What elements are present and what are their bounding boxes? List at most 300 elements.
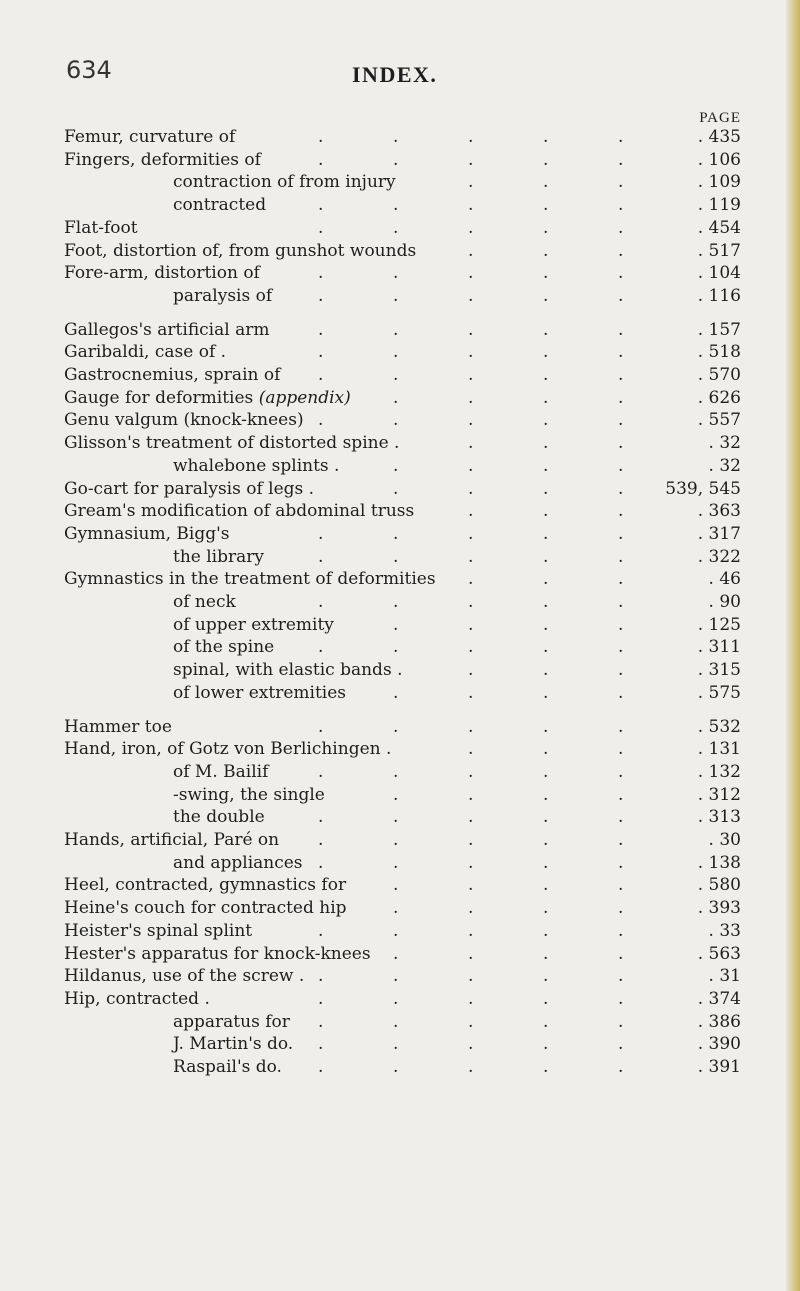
index-term [173, 636, 274, 659]
leader-dot: . [393, 149, 399, 170]
index-term [173, 761, 268, 784]
index-term [173, 546, 264, 569]
index-page-ref: . 116 [697, 285, 741, 306]
index-page-ref: . 386 [697, 1011, 741, 1032]
index-term [173, 614, 334, 637]
leader-dots [315, 988, 665, 1011]
leader-dot: . [543, 784, 549, 805]
leader-dot: . [393, 920, 399, 941]
index-entry [0, 432, 800, 455]
index-page-ref: . 517 [697, 240, 741, 261]
page-column-header: PAGE [699, 110, 741, 126]
leader-dot: . [468, 1034, 474, 1055]
leader-dot: . [468, 455, 474, 476]
index-entry [0, 364, 800, 387]
index-term [173, 194, 266, 217]
index-entry [0, 614, 800, 637]
index-page-ref: . 391 [697, 1057, 741, 1077]
leader-dots [315, 784, 665, 807]
leader-dot: . [618, 807, 624, 828]
leader-dots [315, 262, 665, 285]
leader-dot: . [543, 614, 549, 635]
index-term [64, 897, 347, 920]
leader-dots [315, 217, 665, 240]
leader-dot: . [543, 1034, 549, 1055]
index-entry [0, 897, 800, 920]
index-entry [0, 409, 800, 432]
leader-dot: . [543, 830, 549, 850]
leader-dot: . [618, 830, 624, 850]
leader-dot: . [618, 682, 624, 703]
index-term [173, 784, 325, 807]
leader-dot: . [468, 943, 474, 964]
index-page-ref: . 104 [697, 263, 741, 284]
leader-dot: . [318, 1057, 324, 1077]
leader-dots [315, 432, 665, 455]
index-term-text: Gallegos's artificial arm [64, 319, 270, 340]
leader-dot: . [543, 898, 549, 919]
index-term-text: paralysis of [173, 285, 273, 306]
index-term-text: whalebone splints . [173, 455, 340, 476]
leader-dot: . [618, 660, 624, 681]
leader-dot: . [393, 898, 399, 919]
leader-dot: . [543, 637, 549, 658]
leader-dot: . [618, 342, 624, 363]
leader-dot: . [393, 319, 399, 340]
index-entry [0, 500, 800, 523]
leader-dot: . [468, 501, 474, 522]
index-term [64, 364, 280, 387]
index-term-text: of lower extremities [173, 682, 347, 703]
leader-dot: . [543, 739, 549, 760]
leader-dot: . [618, 149, 624, 170]
leader-dot: . [618, 761, 624, 782]
leader-dot: . [618, 410, 624, 431]
index-term-text: Garibaldi, case of . [64, 342, 227, 363]
index-entry [0, 149, 800, 172]
leader-dot: . [543, 127, 549, 147]
leader-dot: . [543, 455, 549, 476]
index-page-ref: . 532 [697, 716, 741, 737]
leader-dots [315, 636, 665, 659]
index-term [64, 478, 314, 501]
leader-dots [315, 478, 665, 501]
index-entry [0, 591, 800, 614]
leader-dot: . [468, 830, 474, 850]
index-entry [0, 455, 800, 478]
leader-dots [315, 409, 665, 432]
leader-dot: . [468, 875, 474, 896]
index-page-ref: . 31 [708, 966, 741, 987]
leader-dot: . [393, 478, 399, 499]
index-term [173, 285, 272, 308]
leader-dot: . [318, 319, 324, 340]
index-term-text: and appliances [173, 852, 303, 873]
leader-dot: . [618, 285, 624, 306]
leader-dot: . [318, 592, 324, 612]
index-entry [0, 829, 800, 852]
leader-dot: . [618, 501, 624, 522]
leader-dot: . [318, 195, 324, 216]
leader-dot: . [543, 852, 549, 873]
leader-dot: . [618, 966, 624, 987]
leader-dot: . [468, 172, 474, 193]
leader-dots [315, 126, 665, 149]
index-term-text: apparatus for [173, 1011, 290, 1032]
leader-dot: . [318, 546, 324, 567]
leader-dot: . [543, 263, 549, 284]
leader-dot: . [318, 761, 324, 782]
leader-dots [315, 523, 665, 546]
leader-dot: . [468, 342, 474, 363]
leader-dot: . [618, 716, 624, 737]
index-entry [0, 568, 800, 591]
leader-dot: . [618, 614, 624, 635]
index-entry [0, 761, 800, 784]
leader-dot: . [468, 1057, 474, 1077]
index-term [64, 341, 226, 364]
leader-dot: . [468, 807, 474, 828]
leader-dot: . [618, 455, 624, 476]
leader-dot: . [543, 501, 549, 522]
index-term-text: Fore-arm, distortion of [64, 263, 260, 284]
leader-dot: . [318, 966, 324, 987]
leader-dot: . [468, 263, 474, 284]
leader-dots [315, 614, 665, 637]
leader-dots [315, 874, 665, 897]
leader-dot: . [393, 637, 399, 658]
leader-dot: . [543, 149, 549, 170]
index-term [173, 1033, 293, 1056]
index-page-ref: . 557 [697, 410, 741, 431]
index-term [173, 806, 265, 829]
index-term-text: Heine's couch for contracted hip [64, 898, 347, 919]
index-page-ref: . 119 [697, 195, 741, 216]
index-term-text: of upper extremity [173, 614, 334, 635]
leader-dot: . [318, 285, 324, 306]
leader-dot: . [393, 807, 399, 828]
index-page-ref: . 132 [697, 761, 741, 782]
index-term-italic: (appendix) [258, 387, 351, 408]
index-page-ref: . 106 [697, 149, 741, 170]
leader-dot: . [393, 365, 399, 385]
index-entry [0, 240, 800, 263]
leader-dots [315, 1033, 665, 1056]
leader-dots [315, 659, 665, 682]
leader-dot: . [318, 852, 324, 873]
leader-dot: . [468, 660, 474, 681]
index-page-ref: . 374 [697, 988, 741, 1009]
index-page-ref: . 390 [697, 1034, 741, 1055]
leader-dot: . [393, 263, 399, 284]
index-term-text: contraction of from injury [173, 172, 396, 193]
leader-dot: . [543, 1057, 549, 1077]
running-head: INDEX. [352, 62, 438, 87]
leader-dot: . [468, 1011, 474, 1032]
leader-dots [315, 341, 665, 364]
leader-dot: . [618, 127, 624, 147]
leader-dots [315, 716, 665, 739]
leader-dot: . [543, 761, 549, 782]
leader-dot: . [468, 716, 474, 737]
leader-dot: . [318, 342, 324, 363]
index-entry [0, 546, 800, 569]
index-page-ref: . 157 [697, 319, 741, 340]
leader-dot: . [393, 966, 399, 987]
index-term [64, 126, 235, 149]
leader-dots [315, 806, 665, 829]
index-term [64, 262, 260, 285]
index-term-text: Glisson's treatment of distorted spine . [64, 433, 400, 454]
leader-dot: . [468, 784, 474, 805]
leader-dot: . [318, 410, 324, 431]
index-term [64, 319, 269, 342]
leader-dot: . [543, 682, 549, 703]
leader-dot: . [618, 387, 624, 408]
leader-dot: . [543, 195, 549, 216]
leader-dot: . [393, 546, 399, 567]
index-entry [0, 1056, 800, 1079]
leader-dots [315, 240, 665, 263]
leader-dot: . [468, 898, 474, 919]
index-entry [0, 387, 800, 410]
leader-dot: . [618, 546, 624, 567]
leader-dot: . [468, 988, 474, 1009]
index-page-ref: . 454 [697, 217, 741, 238]
index-page-ref: . 131 [697, 739, 741, 760]
index-page-ref: . 563 [697, 943, 741, 964]
leader-dots [315, 829, 665, 852]
leader-dots [315, 965, 665, 988]
leader-dot: . [618, 172, 624, 193]
index-page-ref: . 363 [697, 501, 741, 522]
leader-dot: . [543, 660, 549, 681]
leader-dot: . [543, 592, 549, 612]
leader-dot: . [468, 739, 474, 760]
index-entry [0, 784, 800, 807]
index-entry [0, 341, 800, 364]
index-entry [0, 285, 800, 308]
leader-dot: . [618, 875, 624, 896]
index-term [64, 387, 351, 410]
leader-dot: . [393, 784, 399, 805]
leader-dots [315, 387, 665, 410]
leader-dot: . [468, 365, 474, 385]
index-entry [0, 738, 800, 761]
leader-dot: . [543, 240, 549, 261]
index-term [173, 1056, 282, 1079]
index-term-text: Genu valgum (knock-knees) [64, 410, 304, 431]
leader-dots [315, 591, 665, 614]
index-term-text: Fingers, deformities of [64, 149, 261, 170]
index-term-text: Gastrocnemius, sprain of [64, 365, 281, 385]
index-term [64, 716, 172, 739]
leader-dot: . [318, 716, 324, 737]
index-page-ref: . 90 [708, 592, 741, 612]
index-entry [0, 943, 800, 966]
leader-dot: . [393, 455, 399, 476]
leader-dot: . [393, 387, 399, 408]
leader-dot: . [393, 410, 399, 431]
index-page-ref: . 322 [697, 546, 741, 567]
index-page-ref: . 626 [697, 387, 741, 408]
index-entry [0, 1011, 800, 1034]
index-entry [0, 636, 800, 659]
leader-dot: . [468, 637, 474, 658]
leader-dot: . [543, 342, 549, 363]
index-entry [0, 171, 800, 194]
leader-dot: . [468, 149, 474, 170]
leader-dot: . [393, 852, 399, 873]
index-term [64, 217, 138, 240]
leader-dot: . [543, 875, 549, 896]
index-entry [0, 478, 800, 501]
leader-dot: . [618, 1057, 624, 1077]
leader-dot: . [543, 716, 549, 737]
leader-dot: . [393, 592, 399, 612]
index-entry [0, 716, 800, 739]
leader-dot: . [618, 319, 624, 340]
leader-dot: . [543, 1011, 549, 1032]
leader-dot: . [543, 988, 549, 1009]
leader-dot: . [543, 546, 549, 567]
leader-dot: . [618, 195, 624, 216]
leader-dot: . [393, 716, 399, 737]
leader-dot: . [618, 523, 624, 544]
leader-dot: . [543, 943, 549, 964]
index-term-text: -swing, the single [173, 784, 325, 805]
leader-dot: . [543, 217, 549, 238]
index-term [173, 591, 236, 614]
index-page-ref: 539, 545 [665, 478, 741, 499]
leader-dot: . [543, 319, 549, 340]
leader-dot: . [318, 127, 324, 147]
leader-dot: . [318, 263, 324, 284]
leader-dot: . [468, 523, 474, 544]
leader-dot: . [618, 784, 624, 805]
index-term [173, 1011, 290, 1034]
leader-dots [315, 682, 665, 705]
leader-dots [315, 852, 665, 875]
leader-dot: . [618, 898, 624, 919]
index-term-text: J. Martin's do. [173, 1034, 294, 1055]
index-term-text: Heel, contracted, gymnastics for [64, 875, 347, 896]
leader-dot: . [468, 433, 474, 454]
index-entry [0, 920, 800, 943]
index-term-text: Flat-foot [64, 217, 138, 238]
index-page-ref: . 575 [697, 682, 741, 703]
leader-dots [315, 500, 665, 523]
leader-dot: . [543, 523, 549, 544]
index-page-ref: . 313 [697, 807, 741, 828]
leader-dot: . [393, 523, 399, 544]
index-entry [0, 319, 800, 342]
index-entry [0, 988, 800, 1011]
leader-dot: . [468, 614, 474, 635]
index-term-text: Hand, iron, of Gotz von Berlichingen . [64, 739, 392, 760]
leader-dot: . [618, 478, 624, 499]
index-term [64, 920, 252, 943]
index-term-text: spinal, with elastic bands . [173, 660, 403, 681]
index-entry [0, 1033, 800, 1056]
index-entry [0, 194, 800, 217]
index-entry [0, 965, 800, 988]
leader-dot: . [468, 478, 474, 499]
index-term-text: Hip, contracted . [64, 988, 210, 1009]
index-term-text: Hammer toe [64, 716, 172, 737]
leader-dot: . [468, 966, 474, 987]
leader-dot: . [543, 966, 549, 987]
index-term [64, 829, 279, 852]
leader-dot: . [393, 761, 399, 782]
leader-dot: . [393, 285, 399, 306]
index-term-text: the double [173, 807, 265, 828]
index-term-text: Foot, distortion of, from gunshot wounds [64, 240, 417, 261]
leader-dot: . [468, 387, 474, 408]
index-term [64, 149, 261, 172]
leader-dot: . [543, 478, 549, 499]
index-entry [0, 852, 800, 875]
leader-dots [315, 1011, 665, 1034]
leader-dot: . [618, 592, 624, 612]
leader-dots [315, 738, 665, 761]
leader-dot: . [468, 546, 474, 567]
index-term [64, 965, 304, 988]
index-term [64, 409, 304, 432]
leader-dot: . [543, 807, 549, 828]
index-page-ref: . 32 [708, 433, 741, 454]
leader-dot: . [543, 365, 549, 385]
index-entry [0, 874, 800, 897]
leader-dot: . [393, 875, 399, 896]
leader-dot: . [468, 410, 474, 431]
index-page-ref: . 109 [697, 172, 741, 193]
leader-dots [315, 761, 665, 784]
leader-dot: . [318, 920, 324, 941]
leader-dot: . [468, 592, 474, 612]
leader-dot: . [618, 739, 624, 760]
leader-dot: . [543, 285, 549, 306]
leader-dot: . [468, 217, 474, 238]
leader-dot: . [318, 1034, 324, 1055]
index-entry [0, 682, 800, 705]
index-term [173, 852, 303, 875]
index-term-text: Heister's spinal splint [64, 920, 253, 941]
leader-dot: . [318, 830, 324, 850]
leader-dot: . [393, 127, 399, 147]
leader-dots [315, 364, 665, 387]
leader-dots [315, 920, 665, 943]
index-page-ref: . 393 [697, 898, 741, 919]
leader-dot: . [393, 988, 399, 1009]
index-entry [0, 659, 800, 682]
leader-dot: . [618, 263, 624, 284]
leader-dot: . [393, 682, 399, 703]
leader-dot: . [393, 1034, 399, 1055]
leader-dots [315, 455, 665, 478]
leader-dot: . [468, 285, 474, 306]
index-page-ref: . 435 [697, 127, 741, 147]
index-entry [0, 126, 800, 149]
leader-dots [315, 1056, 665, 1079]
leader-dot: . [318, 365, 324, 385]
index-page-ref: . 570 [697, 365, 741, 385]
index-term-text: Gream's modification of abdominal truss [64, 501, 415, 522]
index-term [64, 874, 346, 897]
leader-dots [315, 546, 665, 569]
index-term-text: Hands, artificial, Paré on [64, 830, 280, 850]
leader-dot: . [393, 1011, 399, 1032]
